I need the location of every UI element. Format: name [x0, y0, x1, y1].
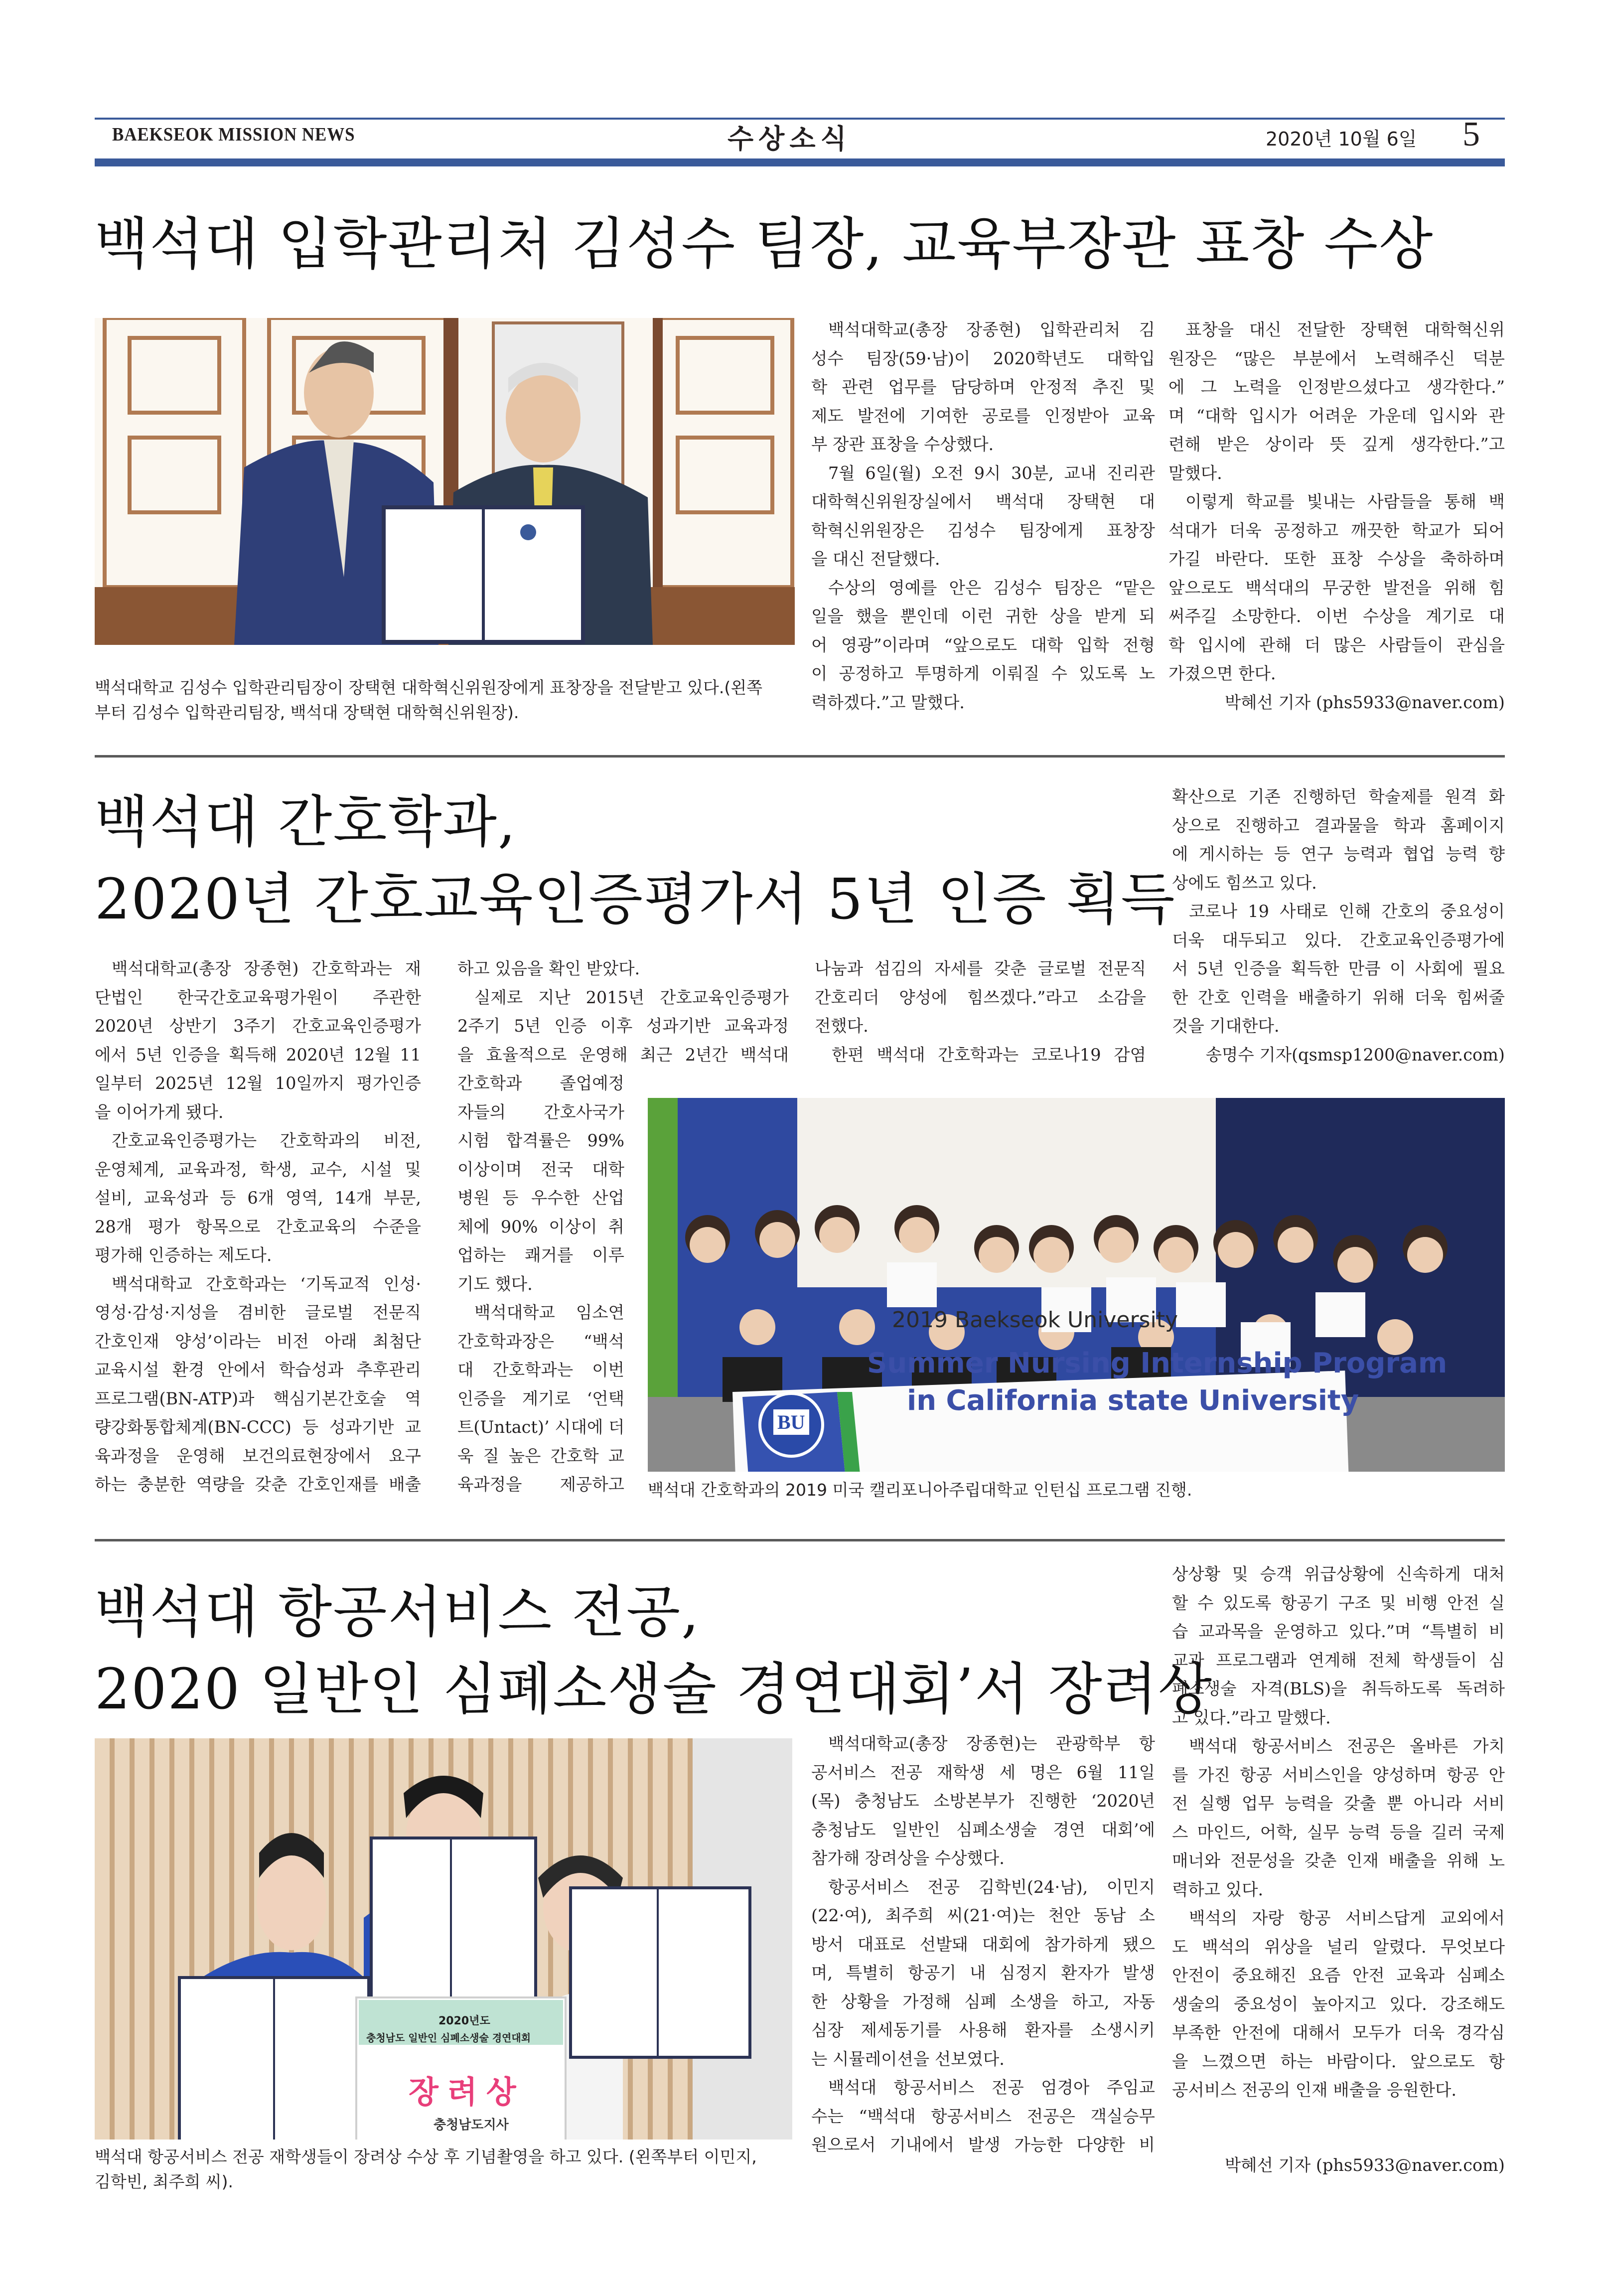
banner-line2: Summer Nursing Internship Program [867, 1347, 1448, 1379]
text-line: 에서 5년 인증을 획득해 2020년 12월 11 [95, 1045, 421, 1065]
section-divider [95, 755, 1505, 758]
article3-byline-wrap [1172, 2151, 1505, 2180]
text-line: 도 백석의 위상을 널리 알렸다. 무엇보다 [1172, 1937, 1505, 1957]
article2-headline-line2: 2020년 간호교육인증평가서 5년 인증 획득 [95, 867, 1176, 932]
text-line: 간호인재 양성’이라는 비전 아래 최첨단 [95, 1331, 421, 1351]
text-line: 표창을 대신 전달한 장택현 대학혁신위 [1185, 320, 1505, 339]
text-line: 에 그 노력을 인정받으셨다고 생각한다.” [1168, 377, 1505, 397]
text-line: 백석대 항공서비스 전공 엄경아 주임교 [828, 2078, 1155, 2097]
text-line: 일부터 2025년 12월 10일까지 평가인증 [95, 1073, 421, 1093]
text-line: 가길 바란다. 또한 표창 수상을 축하하며 [1168, 549, 1505, 569]
text-line: 이렇게 학교를 빛내는 사람들을 통해 백 [1185, 492, 1505, 511]
text-line: 항공서비스 전공 김학빈(24·남), 이민지 [828, 1877, 1155, 1897]
bu-logo-text: BU [773, 1409, 809, 1435]
text-line: 육과정을 운영해 보건의료현장에서 요구 [95, 1446, 421, 1466]
text-line: (22·여), 최주희 씨(21·여)는 천안 동남 소 [811, 1906, 1155, 1925]
text-line: 체에 90% 이상이 취 [457, 1217, 624, 1236]
text-line: 하고 있음을 확인 받았다. [457, 959, 640, 978]
text-line: 상상황 및 승객 위급상황에 신속하게 대처 [1172, 1564, 1505, 1584]
text-line: 2주기 5년 인증 이후 성과기반 교육과정 [457, 1016, 789, 1036]
text-line: 간호학과 졸업예정 [457, 1073, 624, 1093]
text-line: 대 간호학과는 이번 [457, 1360, 624, 1379]
text-line: 간호리더 양성에 힘쓰겠다.”라고 소감을 [815, 987, 1146, 1007]
text-line: 하는 충분한 역량을 갖춘 간호인재를 배출 [95, 1475, 421, 1494]
text-line: 나눔과 섬김의 자세를 갖춘 글로벌 전문직 [815, 959, 1146, 978]
text-line: 일을 했을 뿐인데 이런 귀한 상을 받게 되 [811, 607, 1155, 626]
text-line: 것을 기대한다. [1172, 1016, 1280, 1036]
text-line: 부 장관 표창을 수상했다. [811, 435, 994, 454]
text-line: 는 시뮬레이션을 선보였다. [811, 2049, 1005, 2069]
text-line: 가졌으면 한다. [1168, 664, 1276, 683]
caption-line: 백석대 항공서비스 전공 재학생들이 장려상 수상 후 기념촬영을 하고 있다. (왼쪽부터 이민지, [95, 2147, 757, 2166]
text-line: 2020년 상반기 3주기 간호교육인증평가 [95, 1016, 421, 1036]
text-line: 매너와 전문성을 갖춘 인재 배출을 위해 노 [1172, 1851, 1505, 1870]
sign-year: 2020년도 [438, 2015, 490, 2027]
page-number: 5 [1462, 115, 1480, 153]
text-line: 어 영광”이라며 “앞으로도 대학 입학 전형 [811, 635, 1155, 655]
text-line: 시험 합격률은 99% [457, 1131, 624, 1150]
text-line: 평가해 인증하는 제도다. [95, 1245, 272, 1265]
text-line: 며, 특별히 항공기 내 심정지 환자가 발생 [811, 1963, 1155, 1983]
text-line: 서 5년 인증을 획득한 만큼 이 사회에 필요 [1172, 959, 1505, 978]
text-line: 백석의 자랑 항공 서비스답게 교외에서 [1189, 1908, 1505, 1928]
text-line: 공서비스 전공의 인재 배출을 응원한다. [1172, 2080, 1457, 2100]
article3-headline-line2: 2020 일반인 심폐소생술 경연대회’서 장려상 [95, 1657, 1213, 1722]
text-line: 량강화통합체계(BN-CCC) 등 성과기반 교 [95, 1417, 421, 1437]
text-line: 교육시설 환경 안에서 학습성과 추후관리 [95, 1360, 421, 1379]
article1-headline: 백석대 입학관리처 김성수 팀장, 교육부장관 표창 수상 [95, 212, 1434, 277]
text-line: 백석대학교(총장 장종현) 간호학과는 재 [112, 959, 421, 978]
text-line: 성수 팀장(59·남)이 2020학년도 대학입 [811, 348, 1155, 368]
text-line: 방서 대표로 선발돼 대회에 참가하게 됐으 [811, 1934, 1155, 1954]
text-line: 를 가진 항공 서비스인을 양성하며 항공 안 [1172, 1765, 1505, 1785]
text-line: 이 공정하고 투명하게 이뤄질 수 있도록 노 [811, 664, 1155, 683]
masthead-bottom-rule [95, 158, 1505, 166]
text-line: 영성·감성·지성을 겸비한 글로벌 전문직 [95, 1303, 421, 1322]
article3-byline: 박혜선 기자 (phs5933@naver.com) [1224, 2155, 1505, 2175]
sign-event: 충청남도 일반인 심폐소생술 경연대회 [366, 2032, 531, 2044]
text-line: 원장은 “많은 부분에서 노력해주신 덕분 [1168, 348, 1505, 368]
text-line: 앞으로도 백석대의 무궁한 발전을 위해 힘 [1168, 578, 1505, 598]
article1-col2 [1168, 315, 1505, 717]
article2-headline-line1: 백석대 간호학과, [95, 790, 517, 855]
text-line: 써주길 소망한다. 이번 수상을 계기로 대 [1168, 607, 1505, 626]
article3-caption [95, 2144, 757, 2194]
text-line: 이상이며 전국 대학 [457, 1159, 624, 1179]
text-line: 학 입시에 관해 더 많은 사람들이 관심을 [1168, 635, 1505, 655]
byline: 송명수 기자(qsmsp1200@naver.com) [1205, 1045, 1505, 1065]
text-line: 상으로 진행하고 결과물을 학과 홈페이지 [1172, 815, 1505, 835]
sign-award: 장려상 [409, 2074, 525, 2110]
text-line: 생술의 중요성이 높아지고 있다. 강조해도 [1172, 1994, 1505, 2014]
article3-headline-line1: 백석대 항공서비스 전공, [95, 1580, 700, 1645]
text-line: 기도 했다. [457, 1274, 533, 1294]
text-line: 폐소생술 자격(BLS)을 취득하도록 독려하 [1172, 1679, 1505, 1698]
text-line: 한 간호 인력을 배출하기 위해 더욱 힘써줄 [1172, 987, 1505, 1007]
text-line: 간호교육인증평가는 간호학과의 비전, [112, 1131, 421, 1150]
text-line: 력하고 있다. [1172, 1879, 1264, 1899]
text-line: 트(Untact)’ 시대에 더 [457, 1417, 625, 1437]
text-line: 실제로 지난 2015년 간호교육인증평가 [474, 987, 789, 1007]
text-line: 설비, 교육성과 등 6개 영역, 14개 부문, [95, 1188, 421, 1208]
text-line: 수는 “백석대 항공서비스 전공은 객실승무 [811, 2106, 1155, 2126]
article3-col2 [1172, 1560, 1505, 2105]
text-line: 28개 평가 항목으로 간호교육의 수준을 [95, 1217, 421, 1236]
article2-col4 [1172, 782, 1505, 1069]
text-line: 7월 6일(월) 오전 9시 30분, 교내 진리관 [828, 463, 1155, 483]
text-line: 대학혁신위원장실에서 백석대 장택현 대 [811, 492, 1155, 511]
text-line: 운영체계, 교육과정, 학생, 교수, 시설 및 [95, 1159, 421, 1179]
text-line: 단법인 한국간호교육평가원이 주관한 [95, 987, 421, 1007]
text-line: 원으로서 기내에서 발생 가능한 다양한 비 [811, 2135, 1155, 2154]
sign-issuer: 충청남도지사 [434, 2118, 509, 2133]
caption-line: 부터 김성수 입학관리팀장, 백석대 장택현 대학혁신위원장). [95, 703, 519, 722]
text-line: 학 관련 업무를 담당하며 안정적 추진 및 [811, 377, 1155, 397]
article1-caption [95, 675, 762, 725]
text-line: 에 게시하는 등 연구 능력과 협업 능력 향 [1172, 844, 1505, 864]
section-title: 수상소식 [728, 123, 852, 154]
text-line: 코로나 19 사태로 인해 간호의 중요성이 [1189, 902, 1505, 921]
text-line: 을 이어가게 됐다. [95, 1102, 224, 1122]
article2-col2-narrow [457, 1069, 624, 1499]
banner-line1: 2019 Baekseok University [892, 1307, 1178, 1333]
text-line: 습 교과목을 운영하고 있다.”며 “특별히 비 [1172, 1622, 1505, 1641]
text-line: 전 실행 업무 능력을 갖출 뿐 아니라 서비 [1172, 1794, 1505, 1813]
text-line: 수상의 영예를 안은 김성수 팀장은 “맡은 [828, 578, 1155, 598]
text-line: 제도 발전에 기여한 공로를 인정받아 교육 [811, 406, 1155, 426]
section-divider [95, 1539, 1505, 1541]
text-line: 백석대학교(총장 장종현)는 관광학부 항 [828, 1734, 1155, 1753]
text-line: 상에도 힘쓰고 있다. [1172, 873, 1317, 893]
text-line: 백석대학교 임소연 [474, 1303, 624, 1322]
text-line: 자들의 간호사국가 [457, 1102, 624, 1122]
article2-col1 [95, 954, 421, 1499]
article3-col1 [811, 1729, 1155, 2159]
text-line: 병원 등 우수한 산업 [457, 1188, 624, 1208]
award-ceremony-photo-icon [95, 318, 795, 645]
text-line: 심장 제세동기를 사용해 환자를 소생시키 [811, 2020, 1155, 2040]
text-line: 할 수 있도록 항공기 구조 및 비행 안전 실 [1172, 1593, 1505, 1613]
text-line: (목) 충청남도 소방본부가 진행한 ‘2020년 [811, 1791, 1155, 1811]
text-line: 고 있다.”라고 말했다. [1172, 1707, 1331, 1727]
text-line: 석대가 더욱 공정하고 깨끗한 학교가 되어 [1168, 520, 1505, 540]
text-line: 충청남도 일반인 심폐소생술 경연 대회’에 [811, 1820, 1155, 1839]
text-line: 백석대학교 간호학과는 ‘기독교적 인성· [112, 1274, 421, 1294]
caption-line: 백석대학교 김성수 입학관리팀장이 장택현 대학혁신위원장에게 표창장을 전달받고 있다.(왼쪽 [95, 678, 763, 697]
text-line: 한편 백석대 간호학과는 코로나19 감염 [832, 1045, 1146, 1065]
text-line: 전했다. [815, 1016, 869, 1036]
text-line: 력하겠다.”고 말했다. [811, 692, 965, 712]
issue-date: 2020년 10월 6일 [1266, 128, 1417, 150]
text-line: 교과 프로그램과 연계해 전체 학생들이 심 [1172, 1650, 1505, 1670]
text-line: 안전이 중요해진 요즘 안전 교육과 심폐소 [1172, 1966, 1505, 1985]
text-line: 육과정을 제공하고 [457, 1475, 624, 1494]
banner-line3: in California state University [907, 1384, 1359, 1417]
article2-photo [648, 1098, 1505, 1472]
text-line: 며 “대학 입시가 어려운 가운데 입시와 관 [1168, 406, 1505, 426]
caption-line: 김학빈, 최주희 씨). [95, 2172, 233, 2191]
article2-col3 [815, 954, 1146, 1069]
text-line: 인증을 계기로 ‘언택 [457, 1388, 624, 1408]
publication-name: BAEKSEOK MISSION NEWS [112, 124, 355, 145]
text-line: 을 효율적으로 운영해 최근 2년간 백석대 [457, 1045, 789, 1065]
text-line: 말했다. [1168, 463, 1222, 483]
article2-caption: 백석대 간호학과의 2019 미국 캘리포니아주립대학교 인턴십 프로그램 진행. [648, 1480, 1192, 1500]
text-line: 스 마인드, 어학, 실무 능력 등을 길러 국제 [1172, 1822, 1505, 1842]
text-line: 공서비스 전공 재학생 세 명은 6월 11일 [811, 1762, 1155, 1782]
text-line: 부족한 안전에 대해서 모두가 더욱 경각심 [1172, 2023, 1505, 2042]
article2-col2-top [457, 954, 789, 1069]
text-line: 을 대신 전달했다. [811, 549, 940, 569]
text-line: 을 느꼈으면 하는 바람이다. 앞으로도 항 [1172, 2051, 1505, 2071]
text-line: 더욱 대두되고 있다. 간호교육인증평가에 [1172, 930, 1505, 950]
text-line: 참가해 장려상을 수상했다. [811, 1848, 1005, 1868]
text-line: 욱 질 높은 간호학 교 [457, 1446, 624, 1466]
text-line: 프로그램(BN-ATP)과 핵심기본간호술 역 [95, 1388, 421, 1408]
text-line: 간호학과장은 “백석 [457, 1331, 624, 1351]
text-line: 백석대 항공서비스 전공은 올바른 가치 [1189, 1736, 1505, 1756]
text-line: 확산으로 기존 진행하던 학술제를 원격 화 [1172, 787, 1505, 806]
text-line: 백석대학교(총장 장종현) 입학관리처 김 [828, 320, 1155, 339]
text-line: 업하는 쾌거를 이루 [457, 1245, 624, 1265]
article1-col1 [811, 315, 1155, 717]
article1-photo [95, 318, 795, 645]
byline: 박혜선 기자 (phs5933@naver.com) [1224, 692, 1505, 712]
article3-photo [95, 1738, 792, 2140]
text-line: 학혁신위원장은 김성수 팀장에게 표창장 [811, 520, 1155, 540]
text-line: 련해 받은 상이라 뜻 깊게 생각한다.”고 [1168, 435, 1505, 454]
text-line: 한 상황을 가정해 심폐 소생을 하고, 자동 [811, 1991, 1155, 2011]
